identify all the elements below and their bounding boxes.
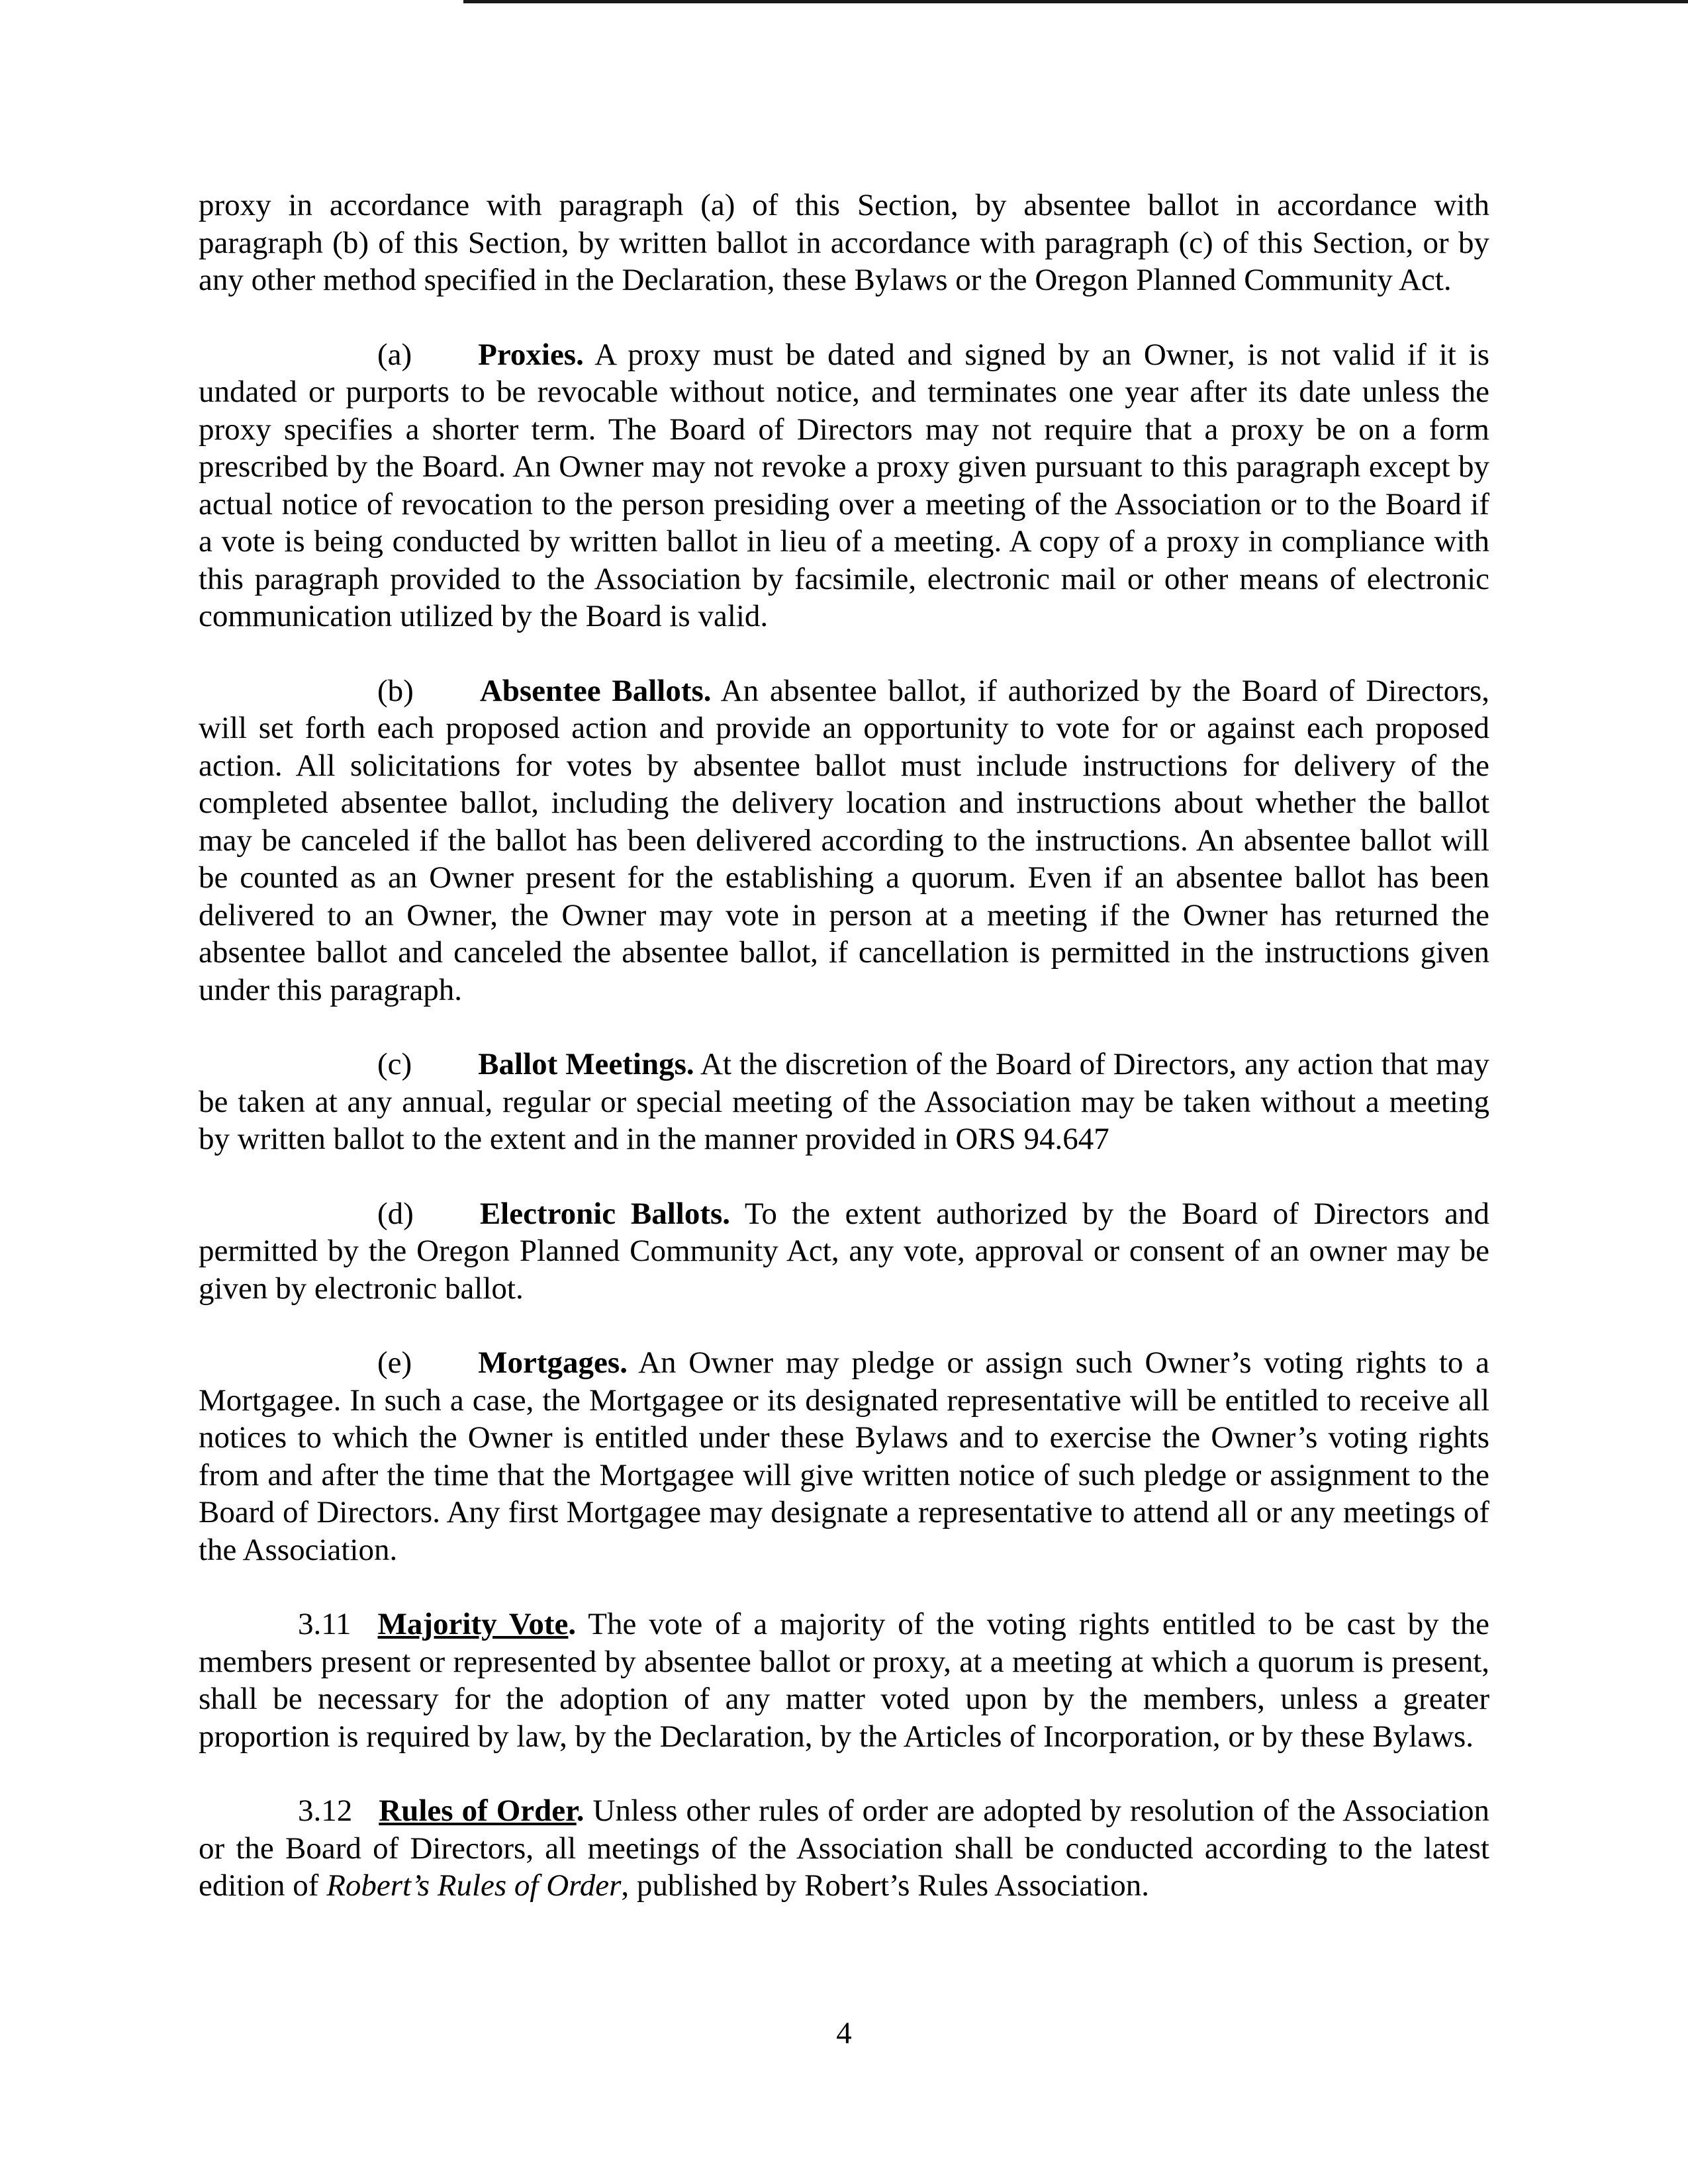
rules-of-order-text-before: Unless other rules of order are adopted by resolution of the Association or the Board of Directors, all meetings of the Association shall be conducted according to the latest edition of — [199, 1794, 1489, 1903]
proxies-heading: Proxies. — [478, 337, 584, 372]
mortgages-paragraph — [199, 1344, 1489, 1569]
majority-vote-paragraph — [199, 1606, 1489, 1755]
electronic-label: (d) — [377, 1196, 414, 1231]
ballot-meetings-heading: Ballot Meetings. — [478, 1047, 694, 1081]
ballot-meetings-label: (c) — [377, 1047, 412, 1081]
absentee-text: An absentee ballot, if authorized by the Board of Directors, will set forth each proposed action and provide an opportunity to vote for or against each proposed action. All solicitations for votes by absentee ballot must include instructions for delivery of the completed absentee ballot, including the delivery location and instructions about whether the ballot may be canceled if the ballot has been delivered according to the instructions. An absentee ballot will be counted as an Owner present for the establishing a quorum. Even if an absentee ballot has been delivered to an Owner, the Owner may vote in person at a meeting if the Owner has returned the absentee ballot and canceled the absentee ballot, if cancellation is permitted in the instructions given under this paragraph. — [199, 673, 1489, 1007]
electronic-text: To the extent authorized by the Board of Directors and permitted by the Oregon Planned Community Act, any vote, approval or consent of an owner may be given by electronic ballot. — [199, 1196, 1489, 1306]
electronic-heading: Electronic Ballots. — [479, 1196, 731, 1231]
absentee-paragraph — [199, 672, 1489, 1009]
electronic-ballots-paragraph — [199, 1195, 1489, 1308]
proxies-text: A proxy must be dated and signed by an Owner, is not valid if it is undated or purports to be revocable without notice, and terminates one year after its date unless the proxy specifies a shorter term. The Board of Directors may not require that a proxy be on a form prescribed by the Board. An Owner may not revoke a proxy given pursuant to this paragraph except by actual notice of revocation to the person presiding over a meeting of the Association or to the Board if a vote is being conducted by written ballot in lieu of a meeting. A copy of a proxy in compliance with this paragraph provided to the Association by facsimile, electronic mail or other means of electronic communication utilized by the Board is valid. — [199, 337, 1489, 633]
rules-of-order-number: 3.12 — [298, 1794, 353, 1828]
proxies-paragraph — [199, 336, 1489, 635]
ballot-meetings-text: At the discretion of the Board of Directors, any action that may be taken at any annual, regular or special meeting of the Association may be taken without a meeting by written ballot to the extent and in the manner provided in ORS 94.647 — [199, 1047, 1489, 1156]
top-border-rule — [463, 0, 1688, 3]
document-body — [199, 187, 1489, 1942]
roberts-rules-title: Robert’s Rules of Order — [326, 1868, 622, 1903]
absentee-heading: Absentee Ballots. — [479, 673, 712, 708]
heading-period: . — [576, 1794, 585, 1828]
intro-paragraph — [199, 187, 1489, 299]
rules-of-order-paragraph — [199, 1792, 1489, 1905]
rules-of-order-text-after: , published by Robert’s Rules Association. — [621, 1868, 1150, 1903]
mortgages-heading: Mortgages. — [478, 1345, 628, 1380]
majority-vote-number: 3.11 — [298, 1607, 352, 1641]
page-number: 4 — [836, 2016, 852, 2050]
rules-of-order-heading: Rules of Order — [379, 1794, 577, 1828]
heading-period: . — [568, 1607, 577, 1641]
ballot-meetings-paragraph — [199, 1046, 1489, 1158]
intro-text: proxy in accordance with paragraph (a) of this Section, by absentee ballot in accordance with paragraph (b) of this Section, by written ballot in accordance with paragraph (c) of this Section, or by any other method specified in the Declaration, these Bylaws or the Oregon Planned Community Act. — [199, 188, 1489, 297]
mortgages-text: An Owner may pledge or assign such Owner’s voting rights to a Mortgagee. In such a case, the Mortgagee or its designated representative will be entitled to receive all notices to which the Owner is entitled under these Bylaws and to exercise the Owner’s voting rights from and after the time that the Mortgagee will give written notice of such pledge or assignment to the Board of Directors. Any first Mortgagee may designate a representative to attend all or any meetings of the Association. — [199, 1345, 1489, 1567]
majority-vote-heading: Majority Vote — [377, 1607, 569, 1641]
absentee-label: (b) — [377, 673, 414, 708]
mortgages-label: (e) — [377, 1345, 412, 1380]
majority-vote-text: The vote of a majority of the voting rights entitled to be cast by the members present or represented by absentee ballot or proxy, at a meeting at which a quorum is present, shall be necessary for the adoption of any matter voted upon by the members, unless a greater proportion is required by law, by the Declaration, by the Articles of Incorporation, or by these Bylaws. — [199, 1607, 1490, 1754]
proxies-label: (a) — [377, 337, 412, 372]
